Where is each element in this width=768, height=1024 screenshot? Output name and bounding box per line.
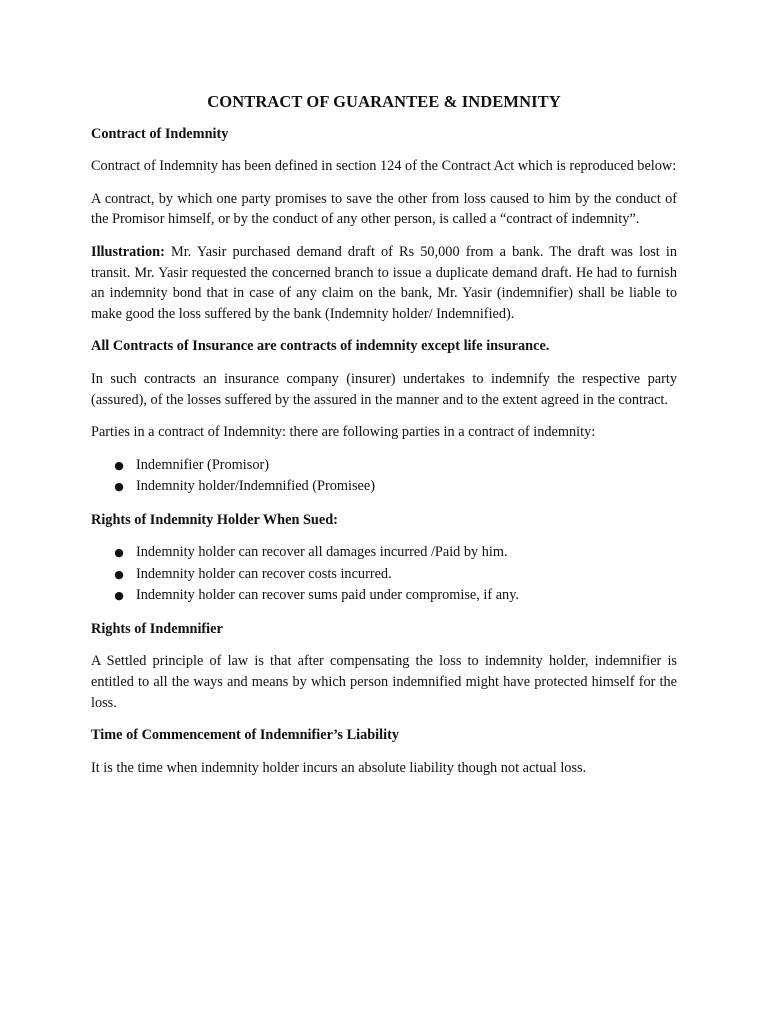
document-title: CONTRACT OF GUARANTEE & INDEMNITY	[207, 92, 561, 111]
bullet-dot-icon: ●	[114, 546, 124, 560]
definition-paragraph: A contract, by which one party promises to save the other from loss caused to him by the conduct of the Promisor himself, or by the conduct of any other person, is called a “contract of indemnity”.	[91, 190, 677, 228]
list-item	[91, 564, 677, 586]
bullet-dot-icon: ●	[114, 589, 124, 603]
commencement-paragraph: It is the time when indemnity holder incurs an absolute liability though not actual loss.	[91, 759, 587, 776]
bullet-dot-icon: ●	[114, 567, 124, 581]
parties-list	[91, 455, 677, 498]
section-heading-rights-of-indemnity-holder: Rights of Indemnity Holder When Sued:	[91, 511, 338, 528]
definition-intro-paragraph: Contract of Indemnity has been defined in section 124 of the Contract Act which is reproduced below:	[91, 158, 677, 175]
bullet-dot-icon: ●	[114, 480, 124, 494]
list-item-text: Indemnity holder/Indemnified (Promisee)	[136, 478, 376, 495]
list-item-text: Indemnity holder can recover sums paid under compromise, if any.	[136, 587, 519, 604]
section-heading-rights-of-indemnifier: Rights of Indemnifier	[91, 620, 223, 637]
list-item-text: Indemnity holder can recover all damages incurred /Paid by him.	[136, 544, 508, 561]
insurance-paragraph: In such contracts an insurance company (insurer) undertakes to indemnify the respective party (assured), of the losses suffered by the assured in the manner and to the extent agreed in the contract.	[91, 370, 677, 408]
illustration-text: Mr. Yasir purchased demand draft of Rs 50,000 from a bank. The draft was lost in transit. Mr. Yasir requested the concerned branch to issue a duplicate demand draft. He had to furnish an indemnity bond that in case of any claim on the bank, Mr. Yasir (indemnifier) shall be liable to make good the loss suffered by the bank (Indemnity holder/ Indemnified).	[91, 243, 677, 322]
list-item	[91, 476, 677, 498]
list-item-text: Indemnifier (Promisor)	[136, 456, 270, 473]
section-heading-commencement: Time of Commencement of Indemnifier’s Liability	[91, 727, 399, 744]
illustration-label: Illustration:	[91, 243, 165, 260]
parties-intro-paragraph: Parties in a contract of Indemnity: there are following parties in a contract of indemnity:	[91, 424, 596, 441]
illustration-paragraph	[91, 242, 677, 324]
bullet-dot-icon: ●	[114, 458, 124, 472]
list-item	[91, 542, 677, 564]
list-item-text: Indemnity holder can recover costs incurred.	[136, 565, 392, 582]
list-item	[91, 455, 677, 477]
document-body	[91, 92, 677, 790]
section-heading-contract-of-indemnity: Contract of Indemnity	[91, 125, 229, 142]
section-heading-insurance: All Contracts of Insurance are contracts of indemnity except life insurance.	[91, 338, 550, 355]
list-item	[91, 585, 677, 607]
rights-holder-list	[91, 542, 677, 607]
rights-indemnifier-paragraph: A Settled principle of law is that after compensating the loss to indemnity holder, indemnifier is entitled to all the ways and means by which person indemnified might have protected himself for the loss.	[91, 653, 677, 711]
